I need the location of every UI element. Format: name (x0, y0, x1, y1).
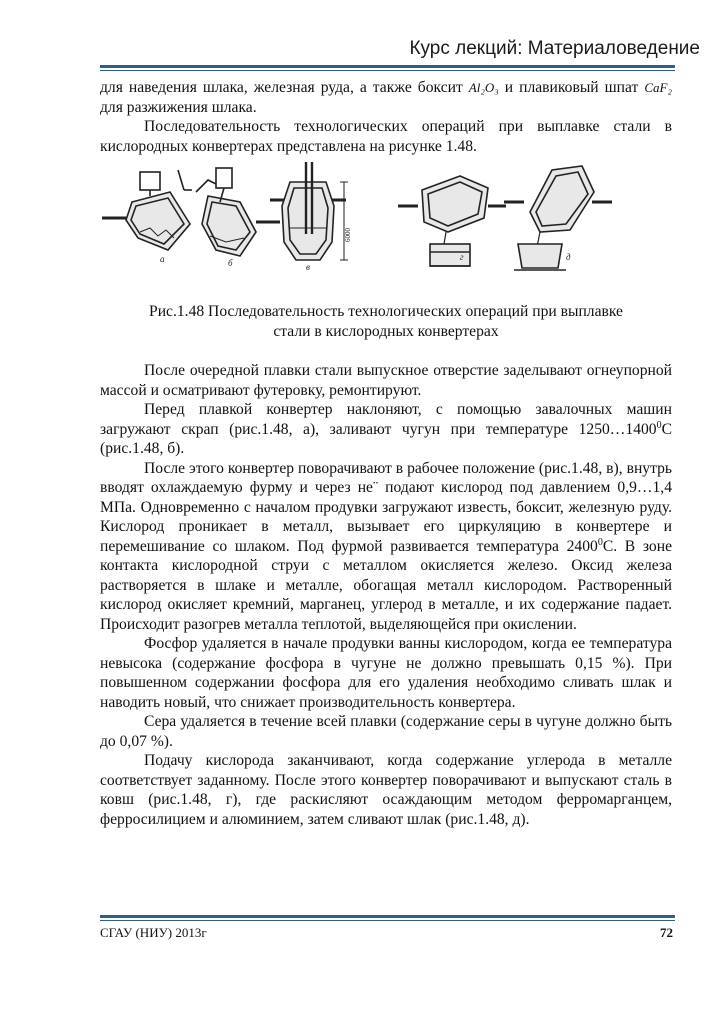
paragraph-sulfur: Сера удаляется в течение всей плавки (содержание серы в чугуне должно быть до 0,07 %). (100, 713, 672, 750)
converter-b (196, 168, 280, 256)
text-segment: для наведения шлака, железная руда, а также боксит (100, 79, 469, 96)
page-content (100, 78, 672, 829)
paragraph-blowing (100, 459, 672, 635)
paragraph-slag (100, 78, 672, 117)
figure-caption (100, 302, 672, 341)
converter-e (504, 166, 612, 270)
label-d: г (460, 252, 464, 262)
superscript: 0 (597, 536, 603, 548)
paragraph-tapping: Подачу кислорода заканчивают, когда содержание углерода в металле соответствует заданному. После этого конвертер поворачивают и выпускают сталь в ковш (рис.1.48, г), где раскисляют осаждающим методом ферромарганцем, ферросилицием и алюминием, затем сливают шлак (рис.1.48, д). (100, 752, 672, 828)
caption-line-1: Рис.1.48 Последовательность технологических операций при выплавке (149, 303, 623, 320)
label-e: д (566, 252, 571, 262)
dimension-label: 6000 (344, 228, 352, 242)
header-rule-thin (100, 70, 675, 71)
converter-diagram (100, 162, 672, 294)
figure-converter-operations (100, 162, 672, 294)
text-segment: С. В зоне контакта кислородной струи с металлом окисляется железо. Оксид железа растворяется в шлаке и металле, обогащая металл кислородом. Растворенный кислород окисляет кремний, марганец, углерод в металле, и их содержание падает. Происходит разогрев металла теплотой, выделяющейся при окислении. (100, 537, 672, 633)
text-segment: С (рис.1.48, б). (100, 420, 672, 457)
superscript: 0 (656, 419, 662, 431)
paragraph-loading (100, 400, 672, 459)
footer-rule-thin (100, 920, 675, 921)
label-c: в (306, 262, 310, 272)
text-segment: и плавиковый шпат (498, 79, 645, 96)
label-b: б (228, 258, 233, 268)
converter-d (398, 176, 506, 266)
header-rule (100, 65, 675, 68)
paragraph-repair: После очередной плавки стали выпускное отверстие заделывают огнеупорной массой и осматривают футеровку, ремонтируют. (100, 362, 672, 399)
text-segment: Перед плавкой конвертер наклоняют, с помощью завалочных машин загружают скрап (рис.1.48, а), заливают чугун при температуре 1250…1400 (100, 401, 672, 438)
paragraph-sequence: Последовательность технологических операций при выплавке стали в кислородных конвертерах представлена на рисунке 1.48. (100, 118, 672, 155)
text-segment: для разжижения шлака. (100, 98, 257, 116)
paragraph-phosphorus: Фосфор удаляется в начале продувки ванны кислородом, когда ее температура невысока (содержание фосфора в чугуне не должно превышать 0,15 %). При повышенном содержании фосфора для его удаления необходимо сливать шлак и наводить новый, что снижает производительность конвертера. (100, 635, 672, 711)
converter-c (270, 162, 348, 260)
formula-fluorite: CaF₂ (644, 80, 672, 95)
text-segment: После этого конвертер поворачивают в рабочее положение (рис.1.48, в), внутрь вводят охлаждаемую фурму и через не¨ подают кислород под давлением 0,9…1,4 МПа. Одновременно с началом продувки загружают известь, боксит, железную руду. Кислород проникает в металл, вызывает его циркуляцию в конвертере и перемешивание со шлаком. Под фурмой развивается температура 2400 (100, 459, 672, 555)
footer-rule (100, 915, 675, 918)
caption-line-2: стали в кислородных конвертерах (273, 322, 499, 340)
converter-a (102, 170, 192, 250)
page-number: 72 (660, 925, 673, 940)
label-a: а (160, 254, 165, 264)
footer-institution: СГАУ (НИУ) 2013г (100, 925, 207, 940)
page-header-title: Курс лекций: Материаловедение (409, 38, 700, 59)
formula-alumina: Al₂O₃ (468, 80, 499, 95)
